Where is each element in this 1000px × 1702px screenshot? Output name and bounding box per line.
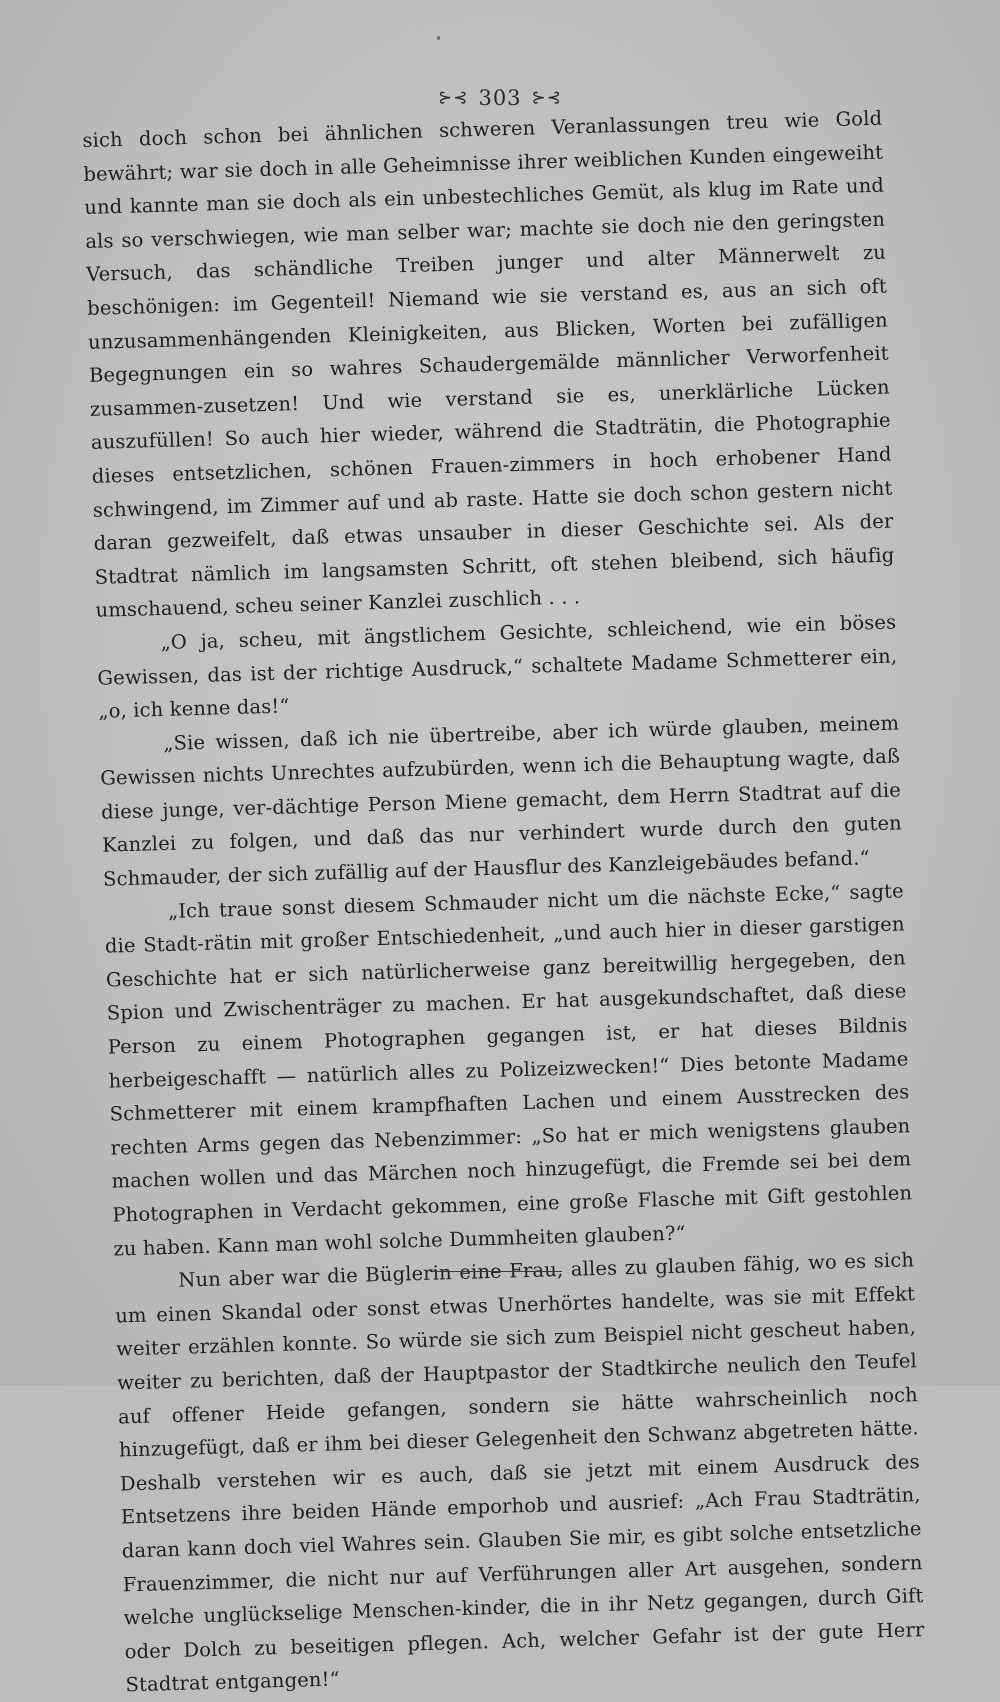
ornament-right-icon: ⊱⊰ xyxy=(531,88,563,108)
page-number: 303 xyxy=(478,86,522,110)
ink-speck xyxy=(437,36,440,40)
paragraph: „Ich traue sonst diesem Schmauder nicht um die nächste Ecke,“ sagte die Stadt-rätin mit großer Entschiedenheit, „und auch hier in dieser garstigen Geschichte hat er sich natürlicherweise ganz bereitwillig hergegeben, den Spion und Zwischenträger zu machen. Er hat ausgekundschaftet, daß diese Person zu einem Photographen gegangen ist, er hat dieses Bildnis herbeigeschafft — natürlich alles zu Polizeizwecken!“ Dies betonte Madame Schmetterer mit einem krampfhaften Lachen und einem Ausstrecken des rechten Arms gegen das Nebenzimmer: „So hat er mich wenigstens glauben machen wollen und das Märchen noch hinzugefügt, die Fremde sei bei dem Photographen in Verdacht gekommen, eine große Flasche mit Gift gestohlen zu haben. Kann man wohl solche Dummheiten glauben?“ xyxy=(104,879,913,1261)
paragraph: „O ja, scheu, mit ängstlichem Gesichte, schleichend, wie ein böses Gewissen, das ist der richtige Ausdruck,“ schaltete Madame Schmetterer ein, „o, ich kenne das!“ xyxy=(97,610,898,723)
body-text xyxy=(82,102,926,1702)
paragraph: Nun aber war die Büglerin eine Frau, alles zu glauben fähig, wo es sich um einen Skandal oder sonst etwas Unerhörtes handelte, was sie mit Effekt weiter erzählen konnte. So würde sie sich zum Beispiel nicht gescheut haben, weiter zu berichten, daß der Hauptpastor der Stadtkirche neulich den Teufel auf offener Heide gefangen, sondern sie hätte wahrscheinlich noch hinzugefügt, daß er ihm bei dieser Gelegenheit den Schwanz abgetreten hätte. Deshalb verstehen wir es auch, daß sie jetzt mit einem Ausdruck des Entsetzens ihre beiden Hände emporhob und ausrief: „Ach Frau Stadträtin, daran kann doch viel Wahres sein. Glauben Sie mir, es gibt solche entsetzliche Frauenzimmer, die nicht nur auf Verführungen aller Art ausgehen, sondern welche unglückselige Menschen-kinder, die in ihr Netz gegangen, durch Gift oder Dolch zu beseitigen pflegen. Ach, welcher Gefahr ist der gute Herr Stadtrat entgangen!“ xyxy=(114,1248,925,1697)
section-end-rule xyxy=(430,1271,562,1272)
paragraph-continuation: sich doch schon bei ähnlichen schweren Veranlassungen treu wie Gold bewährt; war sie doch in alle Geheimnisse ihrer weiblichen Kunden eingeweiht und kannte man sie doch als ein unbestechliches Gemüt, als klug im Rate und als so verschwiegen, wie man selber war; machte sie doch nie den geringsten Versuch, das schändliche Treiben junger und alter Männerwelt zu beschönigen: im Gegenteil! Niemand wie sie verstand es, aus an sich oft unzusammenhängenden Kleinigkeiten, aus Blicken, Worten bei zufälligen Begegnungen ein so wahres Schaudergemälde männlicher Verworfenheit zusammen-zusetzen! Und wie verstand sie es, unerklärliche Lücken auszufüllen! So auch hier wieder, während die Stadträtin, die Photographie dieses entsetzlichen, schönen Frauen-zimmers in hoch erhobener Hand schwingend, im Zimmer auf und ab raste. Hatte sie doch schon gestern nicht daran gezweifelt, daß etwas unsauber in dieser Geschichte sei. Als der Stadtrat nämlich im langsamsten Schritt, oft stehen bleibend, sich häufig umschauend, scheu seiner Kanzlei zuschlich . . . xyxy=(82,106,895,623)
paragraph: „Sie wissen, daß ich nie übertreibe, aber ich würde glauben, meinem Gewissen nichts Unrechtes aufzubürden, wenn ich die Behauptung wagte, daß diese junge, ver-dächtige Person Miene gemacht, dem Herrn Stadtrat auf die Kanzlei zu folgen, und daß das nur verhindert wurde durch den guten Schmauder, der sich zufällig auf der Hausflur des Kanzleigebäudes befand.“ xyxy=(99,711,903,891)
ornament-left-icon: ⊱⊰ xyxy=(437,88,469,108)
